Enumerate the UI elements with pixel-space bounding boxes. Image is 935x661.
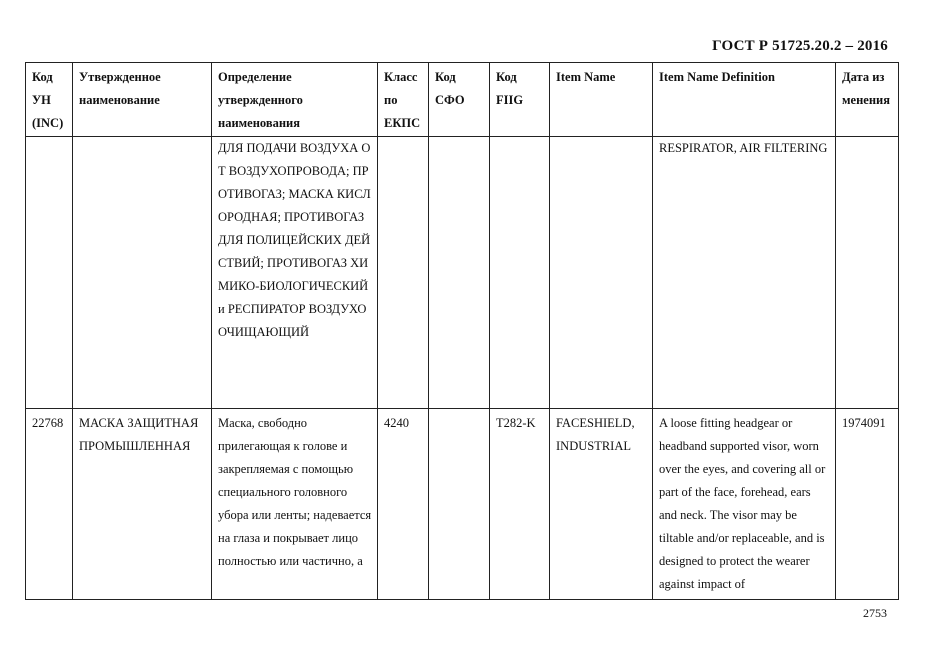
cell-sfo-code	[429, 409, 490, 600]
header-item-name-definition: Item Name Definition	[653, 63, 836, 137]
cell-inc	[26, 137, 73, 409]
cell-item-name	[550, 137, 653, 409]
cell-change-date: 1974091	[836, 409, 899, 600]
header-ekps-class: Класс по ЕКПС	[378, 63, 429, 137]
cell-approved-name	[73, 137, 212, 409]
header-row	[26, 63, 899, 137]
header-approved-name: Утвержденное наименование	[73, 63, 212, 137]
cell-ekps-class: 4240	[378, 409, 429, 600]
cell-fiig-code: T282-K	[490, 409, 550, 600]
cell-definition: ДЛЯ ПОДАЧИ ВОЗДУХА ОТ ВОЗДУХОПРОВОДА; ПРОТИВОГАЗ; МАСКА КИСЛОРОДНАЯ; ПРОТИВОГАЗ ДЛЯ ПОЛИЦЕЙСКИХ ДЕЙСТВИЙ; ПРОТИВОГАЗ ХИМИКО-БИОЛОГИЧЕСКИЙ и РЕСПИРАТОР ВОЗДУХООЧИЩАЮЩИЙ	[212, 137, 378, 409]
page-number: 2753	[863, 606, 887, 620]
table-row	[26, 137, 899, 409]
cell-item-name-definition: A loose fitting headgear or headband supported visor, worn over the eyes, and covering all or part of the face, forehead, ears and neck. The visor may be tiltable and/or replaceable, and is designed to protect the wearer against impact of	[653, 409, 836, 600]
header-fiig-code: Код FIIG	[490, 63, 550, 137]
cell-change-date	[836, 137, 899, 409]
header-sfo-code: Код СФО	[429, 63, 490, 137]
cell-definition: Маска, свободно прилегающая к голове и закрепляемая с помощью специального головного убора или ленты; надевается на глаза и покрывает лицо полностью или частично, а	[212, 409, 378, 600]
cell-fiig-code	[490, 137, 550, 409]
cell-approved-name: МАСКА ЗАЩИТНАЯ ПРОМЫШЛЕННАЯ	[73, 409, 212, 600]
cell-item-name: FACESHIELD, INDUSTRIAL	[550, 409, 653, 600]
header-item-name: Item Name	[550, 63, 653, 137]
cell-item-name-definition: RESPIRATOR, AIR FILTERING	[653, 137, 836, 409]
cell-inc: 22768	[26, 409, 73, 600]
standard-code: ГОСТ Р 51725.20.2 – 2016	[712, 38, 888, 54]
header-change-date: Дата изменения	[836, 63, 899, 137]
cell-ekps-class	[378, 137, 429, 409]
table-row	[26, 409, 899, 600]
header-definition: Определение утвержденного наименования	[212, 63, 378, 137]
header-inc: Код УН (INC)	[26, 63, 73, 137]
cell-sfo-code	[429, 137, 490, 409]
catalog-table	[25, 62, 899, 600]
